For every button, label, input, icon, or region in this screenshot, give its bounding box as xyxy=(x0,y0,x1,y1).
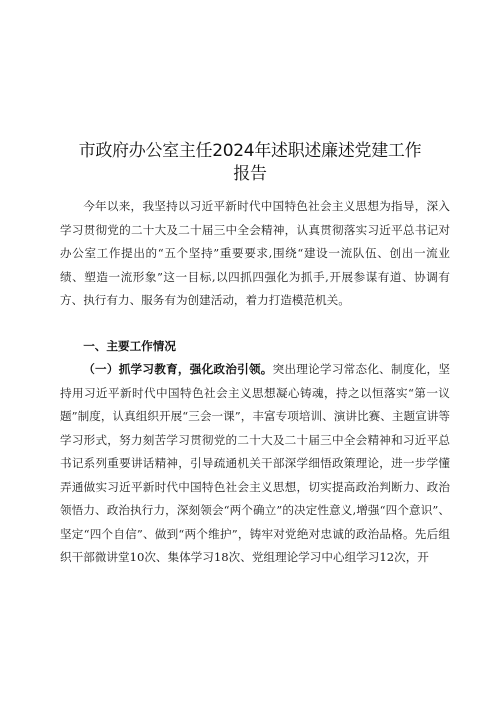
document-title-line-1: 市政府办公室主任2024年述职述廉述党建工作 xyxy=(78,141,422,161)
intro-paragraph xyxy=(60,195,450,313)
section-heading: 一、主要工作情况 xyxy=(83,339,176,353)
study-paragraph-body: 突出理论学习常态化、制度化，坚持用习近平新时代中国特色社会主义思想凝心铸魂，持之以恒落实“第一议题”制度，认真组织开展“三会一课”，丰富专项培训、演讲比赛、主题宣讲等学习形式，努力刻苦学习贯彻党的二十大及二十届三中全会精神和习近平总书记系列重要讲话精神，引导疏通机关干部深学细悟政策理论，进一步学懂弄通做实习近平新时代中国特色社会主义思想，切实提高政治判断力、政治领悟力、政治执行力，深刻领会“两个确立”的决定性意义,增强“四个意识”、坚定“四个自信”、做到“两个维护”，铸牢对党绝对忠诚的政治品格。先后组织干部微讲堂10次、集体学习18次、党组理论学习中心组学习12次，开 xyxy=(60,362,450,564)
study-paragraph-text xyxy=(60,358,450,570)
intro-paragraph-text: 今年以来，我坚持以习近平新时代中国特色社会主义思想为指导，深入学习贯彻党的二十大及二十届三中全会精神，认真贯彻落实习近平总书记对办公室工作提出的“五个坚持”重要要求,围绕“建设一流队伍、创出一流业绩、塑造一流形象”这一目标,以四抓四强化为抓手,开展参谋有道、协调有方、执行有力、服务有为创建活动，着力打造模范机关。 xyxy=(60,199,450,307)
document-title-line-2: 报告 xyxy=(233,164,267,184)
study-paragraph xyxy=(60,358,450,570)
subsection-heading: （一）抓学习教育，强化政治引领。 xyxy=(83,362,273,376)
